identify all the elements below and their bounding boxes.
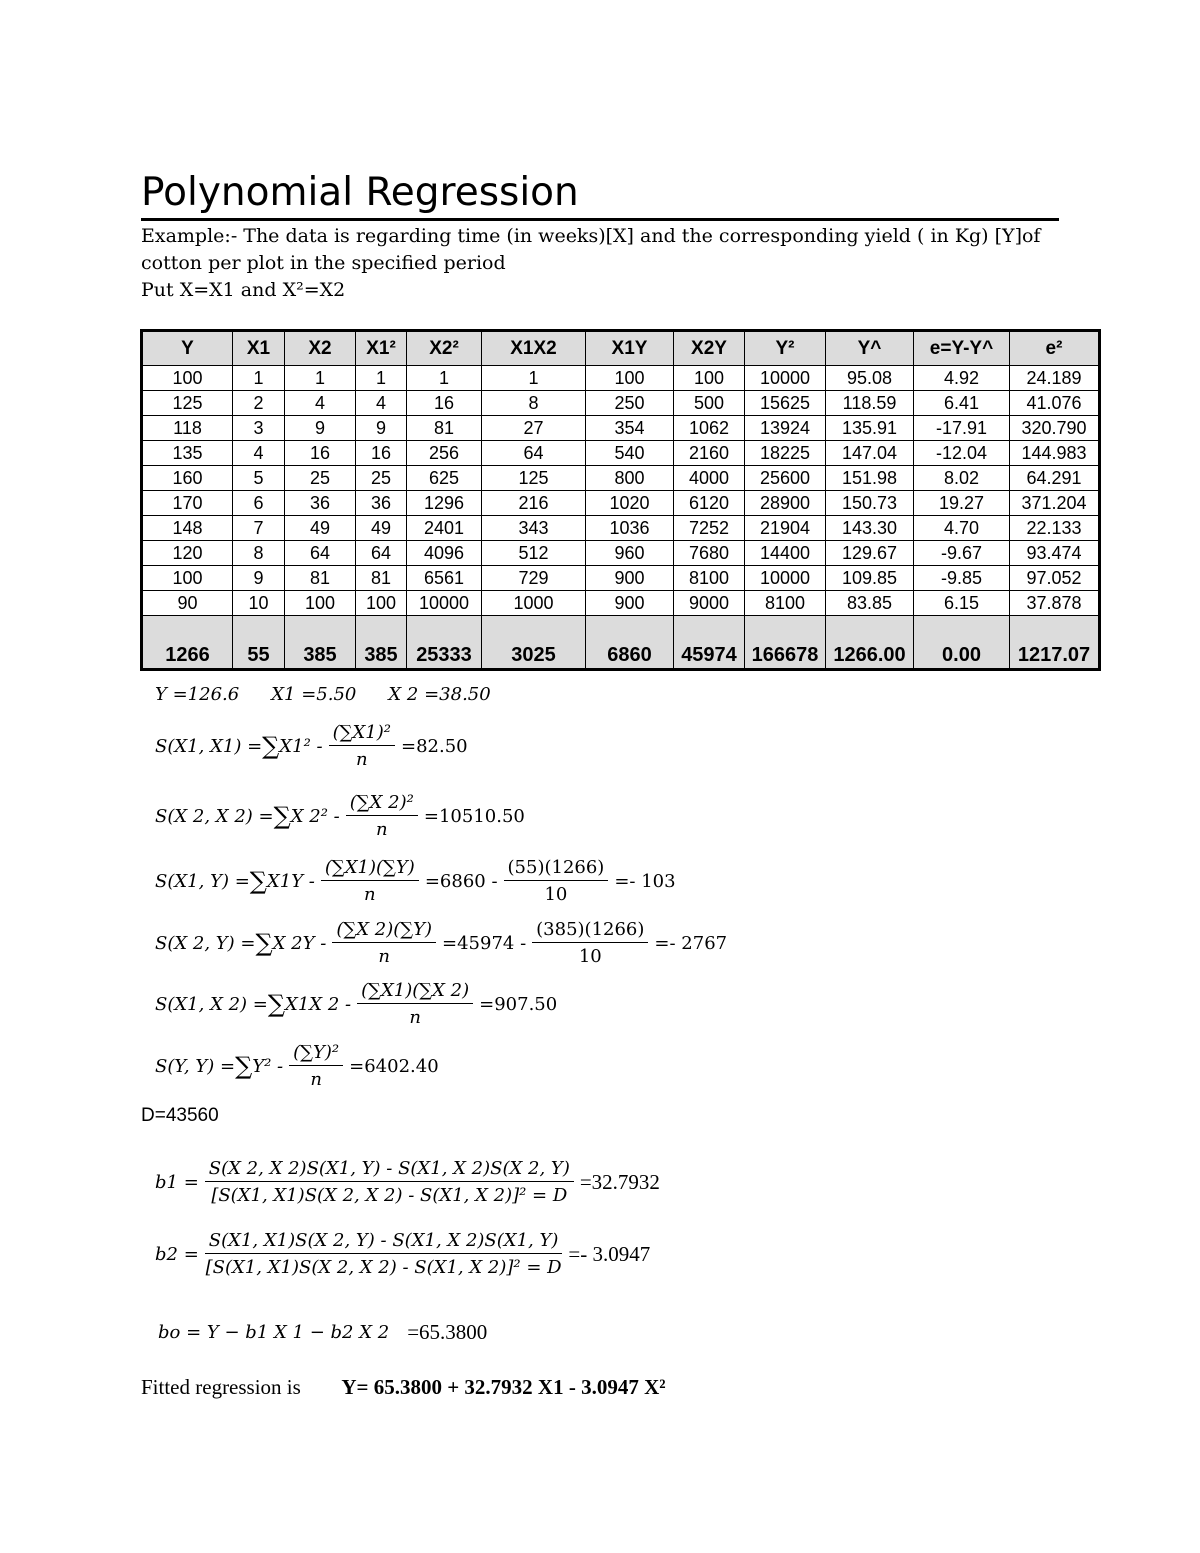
total-cell: 55 [233, 616, 285, 670]
table-cell: 540 [586, 441, 674, 466]
table-cell: 19.27 [914, 491, 1010, 516]
table-cell: 1 [233, 366, 285, 391]
table-cell: 143.30 [826, 516, 914, 541]
table-cell: 8100 [745, 591, 826, 616]
s12-denominator: n [409, 1007, 421, 1028]
table-cell: 95.08 [826, 366, 914, 391]
table-cell: -17.91 [914, 416, 1010, 441]
table-cell: 1 [482, 366, 586, 391]
s2y-fraction-2 [532, 919, 648, 967]
table-cell: 64 [482, 441, 586, 466]
intro-line-1: Example:- The data is regarding time (in weeks)[X] and the corresponding yield ( in Kg) [Y]of [141, 225, 1041, 247]
formula-syy [155, 1042, 439, 1090]
s22-denominator: n [376, 819, 388, 840]
total-cell: 25333 [407, 616, 482, 670]
table-cell: 120 [142, 541, 233, 566]
table-cell: -9.67 [914, 541, 1010, 566]
table-cell: 25600 [745, 466, 826, 491]
b1-result: =32.7932 [579, 1169, 660, 1194]
table-cell: 1062 [674, 416, 745, 441]
total-cell: 1266 [142, 616, 233, 670]
table-cell: 371.204 [1010, 491, 1100, 516]
formula-s1y [155, 857, 676, 905]
s1y-mid: =6860 - [424, 870, 498, 892]
fitted-regression [141, 1375, 666, 1400]
table-cell: 15625 [745, 391, 826, 416]
s2y-term: X 2Y - [272, 932, 327, 954]
table-cell: 150.73 [826, 491, 914, 516]
table-cell: 320.790 [1010, 416, 1100, 441]
table-cell: 100 [356, 591, 407, 616]
table-cell: 4 [356, 391, 407, 416]
table-cell: 36 [356, 491, 407, 516]
table-cell: 6.41 [914, 391, 1010, 416]
table-cell: 8100 [674, 566, 745, 591]
table-cell: 28900 [745, 491, 826, 516]
s2y-lhs: S(X 2, Y) = [155, 932, 256, 954]
table-cell: 37.878 [1010, 591, 1100, 616]
table-cell: 81 [285, 566, 356, 591]
table-cell: 5 [233, 466, 285, 491]
table-cell: 100 [285, 591, 356, 616]
s1y-numerator-2: (55)(1266) [504, 857, 609, 881]
s22-result: =10510.50 [423, 805, 525, 827]
table-cell: 4.92 [914, 366, 1010, 391]
table-cell: 151.98 [826, 466, 914, 491]
table-cell: 148 [142, 516, 233, 541]
mean-x1: X1 =5.50 [271, 684, 357, 705]
syy-fraction [289, 1042, 343, 1090]
s11-fraction [329, 722, 395, 770]
table-cell: 16 [285, 441, 356, 466]
sigma-icon: ∑ [273, 802, 291, 830]
table-cell: 100 [142, 566, 233, 591]
table-row [142, 466, 1100, 491]
table-cell: 9 [233, 566, 285, 591]
table-cell: 170 [142, 491, 233, 516]
s12-numerator: (∑X1)(∑X 2) [357, 980, 473, 1004]
s11-lhs: S(X1, X1) = [155, 735, 263, 757]
bo-result: =65.3800 [407, 1320, 488, 1344]
table-row [142, 541, 1100, 566]
total-cell: 385 [356, 616, 407, 670]
mean-x2: X 2 =38.50 [388, 684, 491, 705]
table-cell: 64 [285, 541, 356, 566]
total-cell: 166678 [745, 616, 826, 670]
regression-table [140, 329, 1101, 671]
column-header: Y² [745, 331, 826, 366]
s1y-fraction-2 [504, 857, 609, 905]
table-cell: 97.052 [1010, 566, 1100, 591]
table-cell: 512 [482, 541, 586, 566]
table-cell: 64.291 [1010, 466, 1100, 491]
table-cell: 16 [407, 391, 482, 416]
table-cell: 4000 [674, 466, 745, 491]
table-cell: 81 [407, 416, 482, 441]
formula-s2y [155, 919, 727, 967]
table-cell: 83.85 [826, 591, 914, 616]
page-title: Polynomial Regression [141, 170, 1059, 221]
table-cell: 147.04 [826, 441, 914, 466]
sigma-icon: ∑ [267, 990, 286, 1018]
table-row [142, 591, 1100, 616]
formula-b1 [155, 1158, 660, 1206]
means-line [155, 684, 491, 705]
table-cell: 16 [356, 441, 407, 466]
table-cell: 7252 [674, 516, 745, 541]
table-cell: 100 [674, 366, 745, 391]
table-cell: 8.02 [914, 466, 1010, 491]
table-cell: 22.133 [1010, 516, 1100, 541]
intro-text [141, 223, 1071, 304]
total-cell: 6860 [586, 616, 674, 670]
b2-fraction [205, 1230, 563, 1278]
table-cell: 135.91 [826, 416, 914, 441]
s2y-numerator-2: (385)(1266) [532, 919, 648, 943]
table-cell: 13924 [745, 416, 826, 441]
b2-lhs: b2 = [155, 1243, 199, 1265]
table-cell: 81 [356, 566, 407, 591]
table-cell: 100 [586, 366, 674, 391]
table-cell: 343 [482, 516, 586, 541]
s12-fraction [357, 980, 473, 1028]
column-header: X1Y [586, 331, 674, 366]
table-cell: 6.15 [914, 591, 1010, 616]
table-cell: 100 [142, 366, 233, 391]
s11-denominator: n [355, 749, 368, 770]
table-cell: 9 [285, 416, 356, 441]
s22-fraction [346, 792, 418, 840]
table-cell: 2 [233, 391, 285, 416]
table-body [142, 366, 1100, 616]
table-cell: 93.474 [1010, 541, 1100, 566]
syy-term: Y² - [252, 1055, 284, 1077]
sigma-icon: ∑ [255, 929, 273, 957]
table-cell: 160 [142, 466, 233, 491]
formula-s22 [155, 792, 525, 840]
s1y-fraction [321, 857, 419, 905]
table-cell: 1020 [586, 491, 674, 516]
table-cell: 6561 [407, 566, 482, 591]
table-cell: 118.59 [826, 391, 914, 416]
table-cell: 125 [142, 391, 233, 416]
table-cell: 7680 [674, 541, 745, 566]
syy-result: =6402.40 [349, 1055, 439, 1077]
column-header: X1² [356, 331, 407, 366]
b2-numerator: S(X1, X1)S(X 2, Y) - S(X1, X 2)S(X1, Y) [205, 1230, 563, 1254]
fitted-label: Fitted regression is [141, 1375, 301, 1399]
table-cell: 1000 [482, 591, 586, 616]
formula-s11 [155, 722, 468, 770]
table-cell: 6 [233, 491, 285, 516]
table-row [142, 491, 1100, 516]
table-cell: 10000 [745, 566, 826, 591]
table-cell: 9000 [674, 591, 745, 616]
b2-denominator: [S(X1, X1)S(X 2, X 2) - S(X1, X 2)]² = D [205, 1257, 562, 1278]
table-cell: 25 [356, 466, 407, 491]
table-cell: 109.85 [826, 566, 914, 591]
table-cell: 960 [586, 541, 674, 566]
table-cell: 900 [586, 591, 674, 616]
column-header: X2 [285, 331, 356, 366]
s1y-numerator: (∑X1)(∑Y) [321, 857, 419, 881]
table-cell: 1 [356, 366, 407, 391]
s22-lhs: S(X 2, X 2) = [155, 805, 274, 827]
fitted-equation: Y= 65.3800 + 32.7932 X1 - 3.0947 X² [341, 1375, 666, 1399]
table-cell: 4096 [407, 541, 482, 566]
s2y-fraction [332, 919, 436, 967]
s2y-mid: =45974 - [442, 932, 527, 954]
table-cell: -9.85 [914, 566, 1010, 591]
sigma-icon: ∑ [262, 732, 280, 760]
table-cell: 625 [407, 466, 482, 491]
s1y-term: X1Y - [266, 870, 315, 892]
table-row [142, 441, 1100, 466]
column-header: X1 [233, 331, 285, 366]
table-cell: 6120 [674, 491, 745, 516]
table-cell: 1 [407, 366, 482, 391]
s22-numerator: (∑X 2)² [346, 792, 418, 816]
table-cell: 118 [142, 416, 233, 441]
table-cell: 8 [233, 541, 285, 566]
s11-term: X1² - [279, 735, 323, 757]
table-cell: 18225 [745, 441, 826, 466]
syy-denominator: n [310, 1069, 322, 1090]
table-cell: 1 [285, 366, 356, 391]
table-cell: 250 [586, 391, 674, 416]
table-row [142, 566, 1100, 591]
table-cell: 2160 [674, 441, 745, 466]
s11-result: =82.50 [400, 735, 468, 757]
table-cell: 1296 [407, 491, 482, 516]
table-cell: 9 [356, 416, 407, 441]
table-row [142, 391, 1100, 416]
table-cell: 729 [482, 566, 586, 591]
column-header: X2² [407, 331, 482, 366]
table-row [142, 416, 1100, 441]
column-header: Y [142, 331, 233, 366]
column-header: X2Y [674, 331, 745, 366]
syy-lhs: S(Y, Y) = [155, 1055, 236, 1077]
table-row [142, 516, 1100, 541]
s1y-lhs: S(X1, Y) = [155, 870, 250, 892]
total-cell: 45974 [674, 616, 745, 670]
intro-line-3: Put X=X1 and X²=X2 [141, 279, 346, 301]
total-cell: 385 [285, 616, 356, 670]
b2-result: =- 3.0947 [568, 1241, 651, 1266]
table-cell: 4.70 [914, 516, 1010, 541]
s1y-result: =- 103 [614, 870, 676, 892]
table-cell: 64 [356, 541, 407, 566]
formula-bo [158, 1320, 487, 1345]
table-cell: 24.189 [1010, 366, 1100, 391]
s2y-denominator-2: 10 [578, 946, 602, 967]
total-cell: 3025 [482, 616, 586, 670]
table-row [142, 366, 1100, 391]
formula-s12 [155, 980, 557, 1028]
table-cell: 4 [285, 391, 356, 416]
column-header: e² [1010, 331, 1100, 366]
table-cell: -12.04 [914, 441, 1010, 466]
s2y-result: =- 2767 [654, 932, 728, 954]
table-cell: 129.67 [826, 541, 914, 566]
table-cell: 3 [233, 416, 285, 441]
table-totals-row [142, 616, 1100, 670]
b1-numerator: S(X 2, X 2)S(X1, Y) - S(X1, X 2)S(X 2, Y) [205, 1158, 574, 1182]
formula-b2 [155, 1230, 650, 1278]
table-cell: 354 [586, 416, 674, 441]
b1-fraction [205, 1158, 574, 1206]
table-cell: 41.076 [1010, 391, 1100, 416]
s22-term: X 2² - [290, 805, 340, 827]
table-cell: 144.983 [1010, 441, 1100, 466]
table-cell: 1036 [586, 516, 674, 541]
table-cell: 2401 [407, 516, 482, 541]
table-cell: 10000 [407, 591, 482, 616]
table-cell: 125 [482, 466, 586, 491]
column-header: e=Y-Y^ [914, 331, 1010, 366]
table-cell: 500 [674, 391, 745, 416]
table-cell: 90 [142, 591, 233, 616]
table-cell: 10 [233, 591, 285, 616]
sigma-icon: ∑ [249, 867, 267, 895]
s12-lhs: S(X1, X 2) = [155, 993, 268, 1015]
table-cell: 49 [356, 516, 407, 541]
mean-y: Y =126.6 [155, 684, 240, 705]
syy-numerator: (∑Y)² [289, 1042, 343, 1066]
total-cell: 0.00 [914, 616, 1010, 670]
s12-result: =907.50 [479, 993, 558, 1015]
d-value: D=43560 [141, 1105, 219, 1126]
table-cell: 900 [586, 566, 674, 591]
table-cell: 8 [482, 391, 586, 416]
s12-term: X1X 2 - [285, 993, 352, 1015]
table-header-row [142, 331, 1100, 366]
b1-lhs: b1 = [155, 1171, 199, 1193]
table-cell: 800 [586, 466, 674, 491]
table-cell: 10000 [745, 366, 826, 391]
table-cell: 25 [285, 466, 356, 491]
table-cell: 36 [285, 491, 356, 516]
table-cell: 256 [407, 441, 482, 466]
table-cell: 49 [285, 516, 356, 541]
s1y-denominator-2: 10 [544, 884, 568, 905]
table-cell: 7 [233, 516, 285, 541]
bo-expression: bo = Y − b1 X 1 − b2 X 2 [158, 1322, 390, 1343]
total-cell: 1266.00 [826, 616, 914, 670]
s2y-denominator: n [378, 946, 390, 967]
table-cell: 4 [233, 441, 285, 466]
table-cell: 27 [482, 416, 586, 441]
table-cell: 135 [142, 441, 233, 466]
table-cell: 21904 [745, 516, 826, 541]
table-cell: 14400 [745, 541, 826, 566]
s11-numerator: (∑X1)² [329, 722, 395, 746]
b1-denominator: [S(X1, X1)S(X 2, X 2) - S(X1, X 2)]² = D [211, 1185, 568, 1206]
s2y-numerator: (∑X 2)(∑Y) [332, 919, 436, 943]
table-cell: 216 [482, 491, 586, 516]
total-cell: 1217.07 [1010, 616, 1100, 670]
column-header: X1X2 [482, 331, 586, 366]
column-header: Y^ [826, 331, 914, 366]
intro-line-2: cotton per plot in the specified period [141, 252, 506, 274]
s1y-denominator: n [364, 884, 376, 905]
sigma-icon: ∑ [235, 1052, 253, 1080]
